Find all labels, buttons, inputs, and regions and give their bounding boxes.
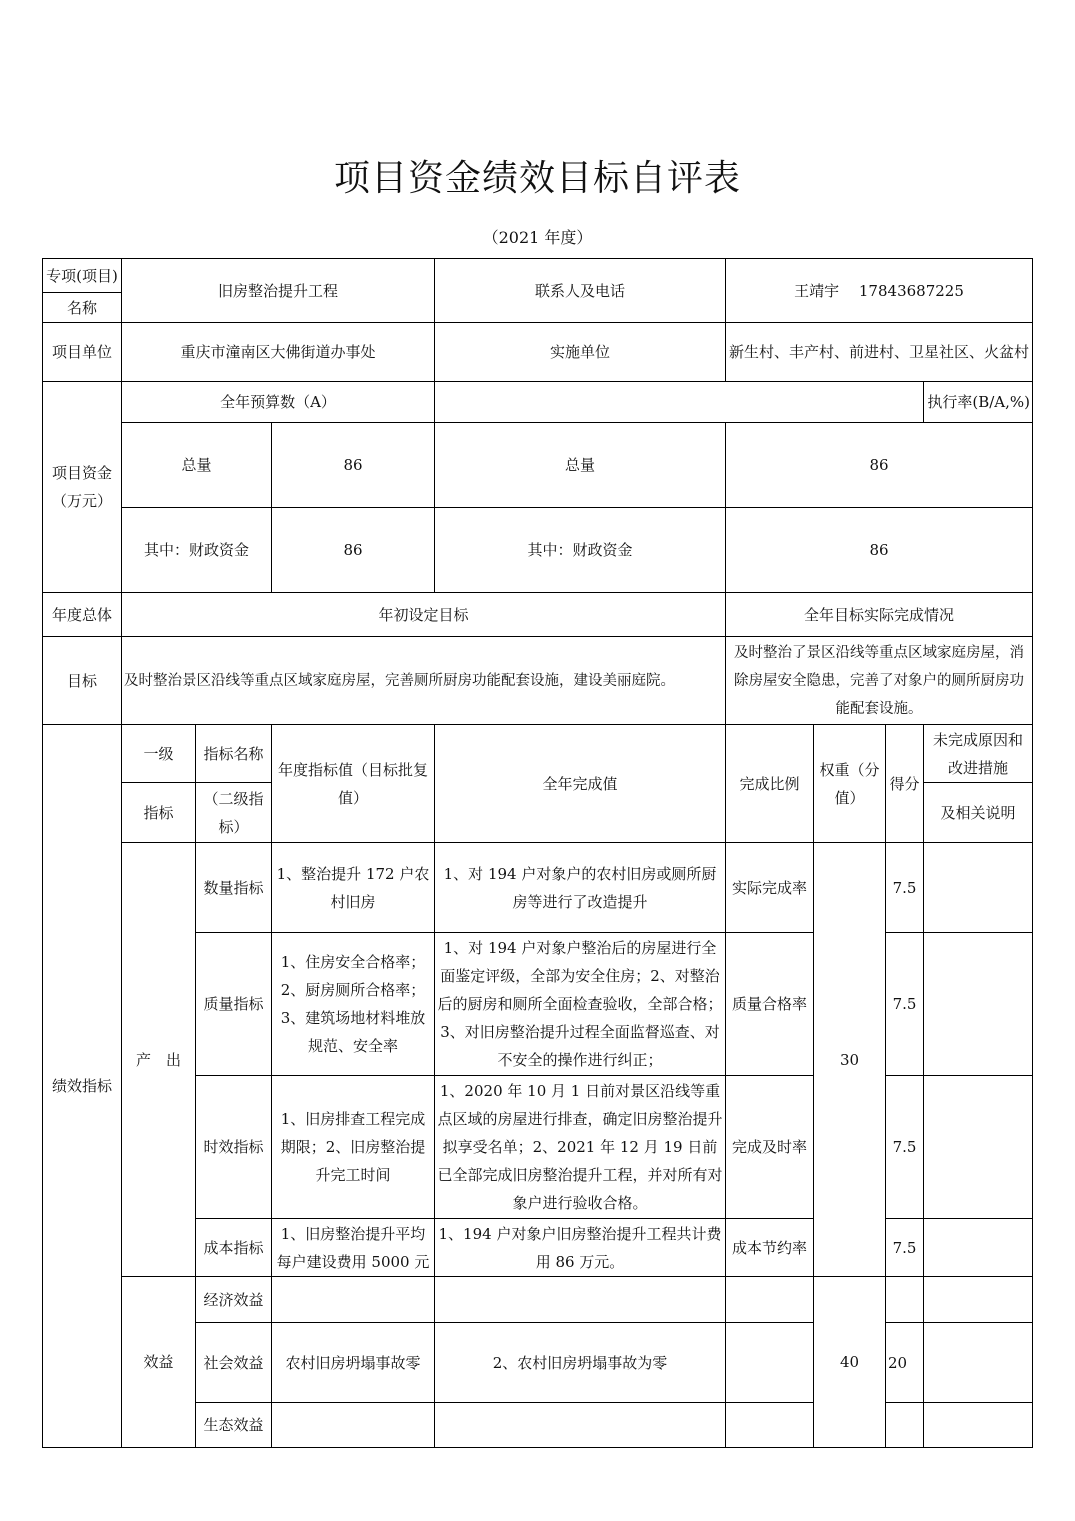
header-actual: 全年完成值 <box>435 725 726 843</box>
header-level1-a: 一级 <box>122 725 196 783</box>
benefit-weight: 40 <box>814 1277 886 1448</box>
indicator-actual: 1、2020 年 10 月 1 日前对景区沿线等重点区域的房屋进行排查，确定旧房整治提升拟享受名单；2、2021 年 12 月 19 日前已全部完成旧房整治提升工程，并对所有对象户进行验收合格。 <box>435 1076 726 1219</box>
indicator-name: 时效指标 <box>196 1076 272 1219</box>
header-score: 得分 <box>886 725 924 843</box>
total-label: 总量 <box>122 423 272 508</box>
total-actual-value: 86 <box>726 423 1033 508</box>
benefit-category: 效益 <box>122 1277 196 1448</box>
implementing-unit-label: 实施单位 <box>435 323 726 382</box>
indicator-actual <box>435 1403 726 1448</box>
year-subtitle: （2021 年度） <box>482 228 593 247</box>
annual-budget-label: 全年预算数（A） <box>122 382 435 423</box>
header-ratio: 完成比例 <box>726 725 814 843</box>
indicator-target: 1、旧房整治提升平均每户建设费用 5000 元 <box>272 1219 435 1277</box>
header-level1-b: 指标 <box>122 783 196 843</box>
header-target: 年度指标值（目标批复值） <box>272 725 435 843</box>
page-title: 项目资金绩效目标自评表 <box>333 158 741 199</box>
indicator-reason <box>924 1403 1033 1448</box>
indicator-name: 质量指标 <box>196 933 272 1076</box>
indicator-ratio: 质量合格率 <box>726 933 814 1076</box>
indicator-score <box>886 1277 924 1323</box>
project-unit-value: 重庆市潼南区大佛街道办事处 <box>122 323 435 382</box>
initial-goal-text: 及时整治景区沿线等重点区域家庭房屋，完善厕所厨房功能配套设施，建设美丽庭院。 <box>122 637 726 725</box>
annual-overall-label: 年度总体 <box>43 593 122 637</box>
project-unit-label: 项目单位 <box>43 323 122 382</box>
performance-indicators-label: 绩效指标 <box>43 725 122 1448</box>
indicator-reason <box>924 1277 1033 1323</box>
indicator-target: 1、整治提升 172 户农村旧房 <box>272 843 435 933</box>
indicator-score: 7.5 <box>886 843 924 933</box>
indicator-ratio <box>726 1403 814 1448</box>
indicator-ratio: 实际完成率 <box>726 843 814 933</box>
indicator-name: 生态效益 <box>196 1403 272 1448</box>
total-budget-value: 86 <box>272 423 435 508</box>
indicator-reason <box>924 1323 1033 1403</box>
table-row <box>43 1277 1033 1323</box>
header-name-b: （二级指标） <box>196 783 272 843</box>
output-weight: 30 <box>814 843 886 1277</box>
indicator-ratio <box>726 1277 814 1323</box>
initial-goal-header: 年初设定目标 <box>122 593 726 637</box>
indicator-score: 7.5 <box>886 1076 924 1219</box>
fiscal-actual-label: 其中：财政资金 <box>435 508 726 593</box>
budget-blank-cell <box>435 382 924 423</box>
project-name-value: 旧房整治提升工程 <box>122 259 435 323</box>
indicator-actual: 2、农村旧房坍塌事故为零 <box>435 1323 726 1403</box>
actual-goal-header: 全年目标实际完成情况 <box>726 593 1033 637</box>
funds-label-line-1: 项目资金 <box>51 464 112 482</box>
fiscal-actual-value: 86 <box>726 508 1033 593</box>
header-reason-a: 未完成原因和改进措施 <box>924 725 1033 783</box>
indicator-ratio <box>726 1323 814 1403</box>
indicator-reason <box>924 933 1033 1076</box>
actual-goal-text: 及时整治了景区沿线等重点区域家庭房屋，消除房屋安全隐患，完善了对象户的厕所厨房功能配套设施。 <box>726 637 1033 725</box>
header-weight: 权重（分值） <box>814 725 886 843</box>
indicator-reason <box>924 843 1033 933</box>
fiscal-budget-value: 86 <box>272 508 435 593</box>
implementing-unit-value: 新生村、丰产村、前进村、卫星社区、火盆村 <box>726 323 1033 382</box>
indicator-target: 1、旧房排查工程完成期限；2、旧房整治提升完工时间 <box>272 1076 435 1219</box>
indicator-target <box>272 1403 435 1448</box>
indicator-ratio: 完成及时率 <box>726 1076 814 1219</box>
header-reason-b: 及相关说明 <box>924 783 1033 843</box>
indicator-score: 7.5 <box>886 1219 924 1277</box>
indicator-actual <box>435 1277 726 1323</box>
indicator-name: 成本指标 <box>196 1219 272 1277</box>
indicator-actual: 1、对 194 户对象户的农村旧房或厕所厨房等进行了改造提升 <box>435 843 726 933</box>
output-category: 产 出 <box>122 843 196 1277</box>
indicator-target <box>272 1277 435 1323</box>
indicator-name: 经济效益 <box>196 1277 272 1323</box>
table-row <box>43 843 1033 933</box>
fiscal-funds-label: 其中：财政资金 <box>122 508 272 593</box>
funds-label-line-2: （万元） <box>51 492 112 510</box>
total-actual-label: 总量 <box>435 423 726 508</box>
indicator-target: 农村旧房坍塌事故零 <box>272 1323 435 1403</box>
indicator-score: 20 <box>886 1323 924 1403</box>
header-name-a: 指标名称 <box>196 725 272 783</box>
indicator-score <box>886 1403 924 1448</box>
indicator-target: 1、住房安全合格率；2、厨房厕所合格率；3、建筑场地材料堆放规范、安全率 <box>272 933 435 1076</box>
indicator-name: 社会效益 <box>196 1323 272 1403</box>
indicator-score: 7.5 <box>886 933 924 1076</box>
indicator-actual: 1、194 户对象户旧房整治提升工程共计费用 86 万元。 <box>435 1219 726 1277</box>
project-name-label-2: 名称 <box>43 293 122 323</box>
indicator-name: 数量指标 <box>196 843 272 933</box>
indicator-ratio: 成本节约率 <box>726 1219 814 1277</box>
self-evaluation-table <box>42 258 1033 1448</box>
goal-label: 目标 <box>43 637 122 725</box>
contact-value: 王靖宇 17843687225 <box>726 259 1033 323</box>
indicator-actual: 1、对 194 户对象户整治后的房屋进行全面鉴定评级，全部为安全住房；2、对整治后的厨房和厕所全面检查验收，全部合格；3、对旧房整治提升过程全面监督巡查、对不安全的操作进行纠正； <box>435 933 726 1076</box>
indicator-reason <box>924 1219 1033 1277</box>
contact-label: 联系人及电话 <box>435 259 726 323</box>
project-name-label-1: 专项(项目) <box>43 259 122 293</box>
funds-label <box>43 382 122 593</box>
indicator-reason <box>924 1076 1033 1219</box>
execution-rate-label: 执行率(B/A,%) <box>924 382 1033 423</box>
